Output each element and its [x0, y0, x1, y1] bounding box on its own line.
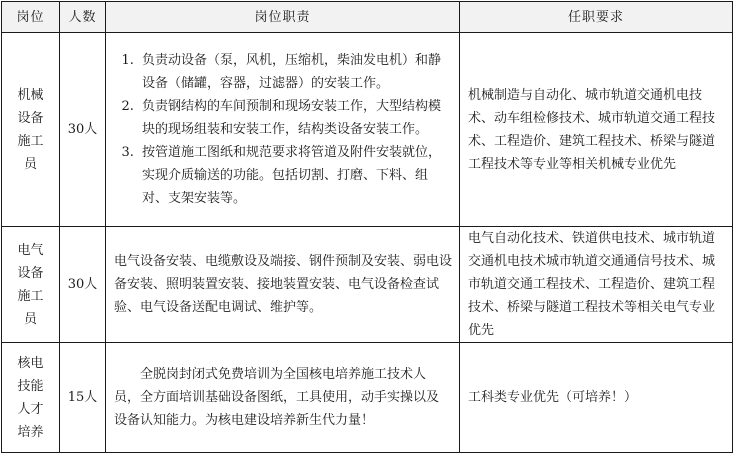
table-row [2, 227, 733, 343]
header-count: 人数 [60, 2, 106, 33]
duties-cell [106, 33, 460, 227]
duties-cell: 全脱岗封闭式免费培训为全国核电培养施工技术人员，全方面培训基础设备图纸，工具使用，动手实操以及设备认知能力。为核电建设培养新生代力量！ [106, 343, 460, 453]
duty-item: 1. 负责动设备（泵，风机，压缩机，柴油发电机）和静设备（储罐，容器，过滤器）的安装工作。 [138, 49, 453, 95]
count-cell: 15人 [60, 343, 106, 453]
requirements-cell: 电气自动化技术、铁道供电技术、城市轨道交通机电技术城市轨道交通通信号技术、城市轨道交通工程技术、工程造价、建筑工程技术、桥梁与隧道工程技术等相关电气专业优先 [460, 227, 733, 343]
table-row [2, 343, 733, 453]
duties-cell: 电气设备安装、电缆敷设及端接、钢件预制及安装、弱电设备安装、照明装置安装、接地装置安装、电气设备检查试验、电气设备送配电调试、维护等。 [106, 227, 460, 343]
header-row [2, 2, 733, 33]
position-cell: 电气设备施工员 [2, 227, 60, 343]
count-cell: 30人 [60, 227, 106, 343]
header-requirements: 任职要求 [460, 2, 733, 33]
table-row [2, 33, 733, 227]
requirements-cell: 机械制造与自动化、城市轨道交通机电技术、动车组检修技术、城市轨道交通工程技术、工程造价、建筑工程技术、桥梁与隧道工程技术等专业等相关机械专业优先 [460, 33, 733, 227]
requirements-cell: 工科类专业优先（可培养！） [460, 343, 733, 453]
header-duties: 岗位职责 [106, 2, 460, 33]
position-cell: 机械设备施工员 [2, 33, 60, 227]
header-position: 岗位 [2, 2, 60, 33]
duty-item: 3. 按管道施工图纸和规范要求将管道及附件安装就位，实现介质输送的功能。包括切割、打磨、下料、组对、支架安装等。 [138, 141, 453, 210]
position-cell: 核电技能人才培养 [2, 343, 60, 453]
count-cell: 30人 [60, 33, 106, 227]
duties-list [114, 49, 453, 210]
job-table [1, 1, 733, 453]
duty-item: 2. 负责钢结构的车间预制和现场安装工作，大型结构模块的现场组装和安装工作，结构类设备安装工作。 [138, 95, 453, 141]
